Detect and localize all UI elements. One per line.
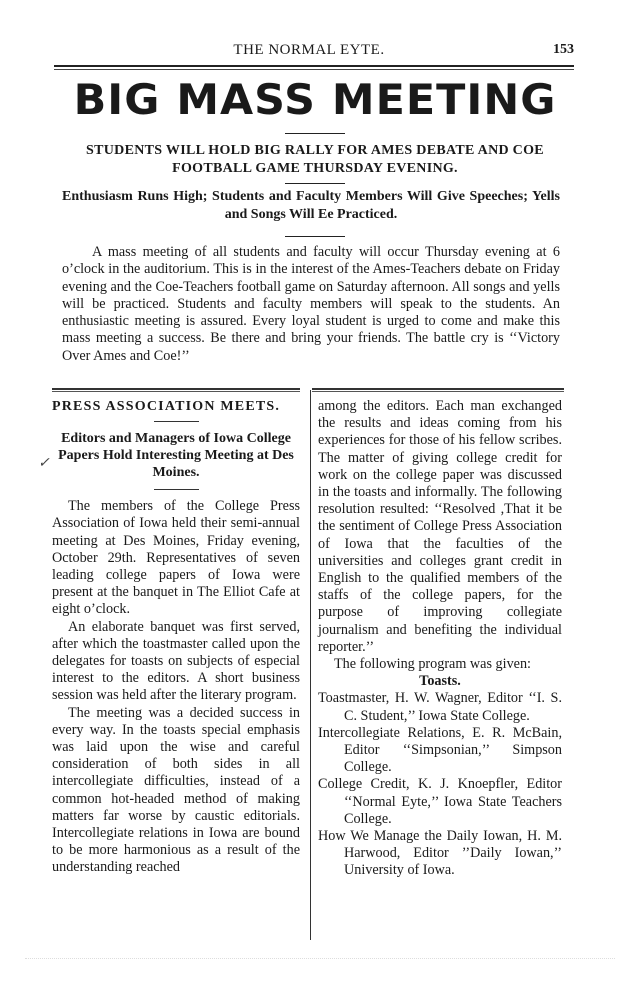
toast-item: College Credit, K. J. Knoepfler, Editor ‘‘Normal Eyte,’’ Iowa State Teachers College. — [318, 776, 562, 827]
bottom-smudge — [25, 958, 615, 959]
main-body: A mass meeting of all students and faculty will occur Thursday evening at 6 o’clock in the auditorium. This is in the interest of the Ames-Teachers debate on Friday evening and the Coe-Teachers football game on Saturday afternoon. All songs and yells will be practiced. Students and faculty members will speak to the students. An enthusiastic meeting is assured. Every loyal student is urged to come and make this mass meeting a success. Be there and bring your friends. The battle cry is ‘‘Victory Over Ames and Coe!’’ — [62, 244, 560, 364]
main-subdeck: Enthusiasm Runs High; Students and Faculty Members Will Give Speeches; Yells and Songs Will Ee Practiced. — [62, 189, 560, 222]
paragraph: The members of the College Press Association of Iowa held their semi-annual meeting at Des Moines, Friday evening, October 29th. Representatives of seven leading college papers of Iowa were present at the banquet in The Elliot Cafe at eight o’clock. — [52, 498, 300, 618]
column-rule-right — [312, 388, 564, 390]
page-number: 153 — [553, 42, 574, 57]
divider-rule — [285, 236, 345, 237]
publication-title: THE NORMAL EYTE. — [233, 42, 385, 58]
divider-rule — [154, 489, 199, 490]
checkmark-icon: ✓ — [38, 455, 50, 471]
paragraph: An elaborate banquet was first served, after which the toastmaster called upon the delegates for toasts on subjects of especial interest to the editors. A short business session was held after the literary program. — [52, 618, 300, 704]
paragraph: among the editors. Each man exchanged the results and ideas coming from his experiences for those of his fellow scribes. The matter of giving college credit for work on the college paper was discussed in the toasts and informally. The following resolution resulted: ‘‘Resolved ,That it be the sentiment of College Press Association of Iowa that the faculties of the universities and colleges grant credit in English to the qualified members of the staffs of the college papers, for the purpose of improving collegiate journalism and benefiting the individual reporter.’’ — [318, 398, 562, 655]
divider-rule — [285, 183, 345, 184]
divider-rule — [285, 133, 345, 134]
toast-item: How We Manage the Daily Iowan, H. M. Harwood, Editor ’’Daily Iowan,’’ University of Iowa. — [318, 828, 562, 879]
column-divider — [310, 390, 311, 940]
main-headline: BIG MASS MEETING — [73, 75, 557, 124]
press-article-deck: Editors and Managers of Iowa College Papers Hold Interesting Meeting at Des Moines. — [58, 431, 294, 481]
column-rule-right-thin — [312, 391, 564, 392]
divider-rule — [154, 421, 199, 422]
press-article-title: PRESS ASSOCIATION MEETS. — [52, 399, 281, 414]
paragraph: The meeting was a decided success in every way. In the toasts special emphasis was laid upon the wise and careful consideration of both sides in all intercollegiate difficulties, instead of a common hot-headed method of making matters far worse by caustic editorials. Intercollegiate relations in Iowa are bound to be more harmonious as a result of the understanding reached — [52, 704, 300, 876]
column-rule-left-thin — [52, 391, 300, 392]
toast-item: Intercollegiate Relations, E. R. McBain, Editor ‘‘Simpsonian,’’ Simpson College. — [318, 724, 562, 776]
toast-item: Toastmaster, H. W. Wagner, Editor ‘‘I. S. C. Student,’’ Iowa State College. — [318, 690, 562, 724]
main-deck: STUDENTS WILL HOLD BIG RALLY FOR AMES DEBATE AND COE FOOTBALL GAME THURSDAY EVENING. — [86, 143, 544, 176]
toasts-heading: Toasts. — [419, 673, 461, 690]
header-rule-thin — [54, 69, 574, 70]
right-column — [318, 398, 562, 880]
paragraph: The following program was given: — [334, 656, 532, 673]
header-rule — [54, 65, 574, 67]
left-column — [52, 398, 300, 877]
running-head — [54, 42, 574, 62]
column-rule-left — [52, 388, 300, 390]
